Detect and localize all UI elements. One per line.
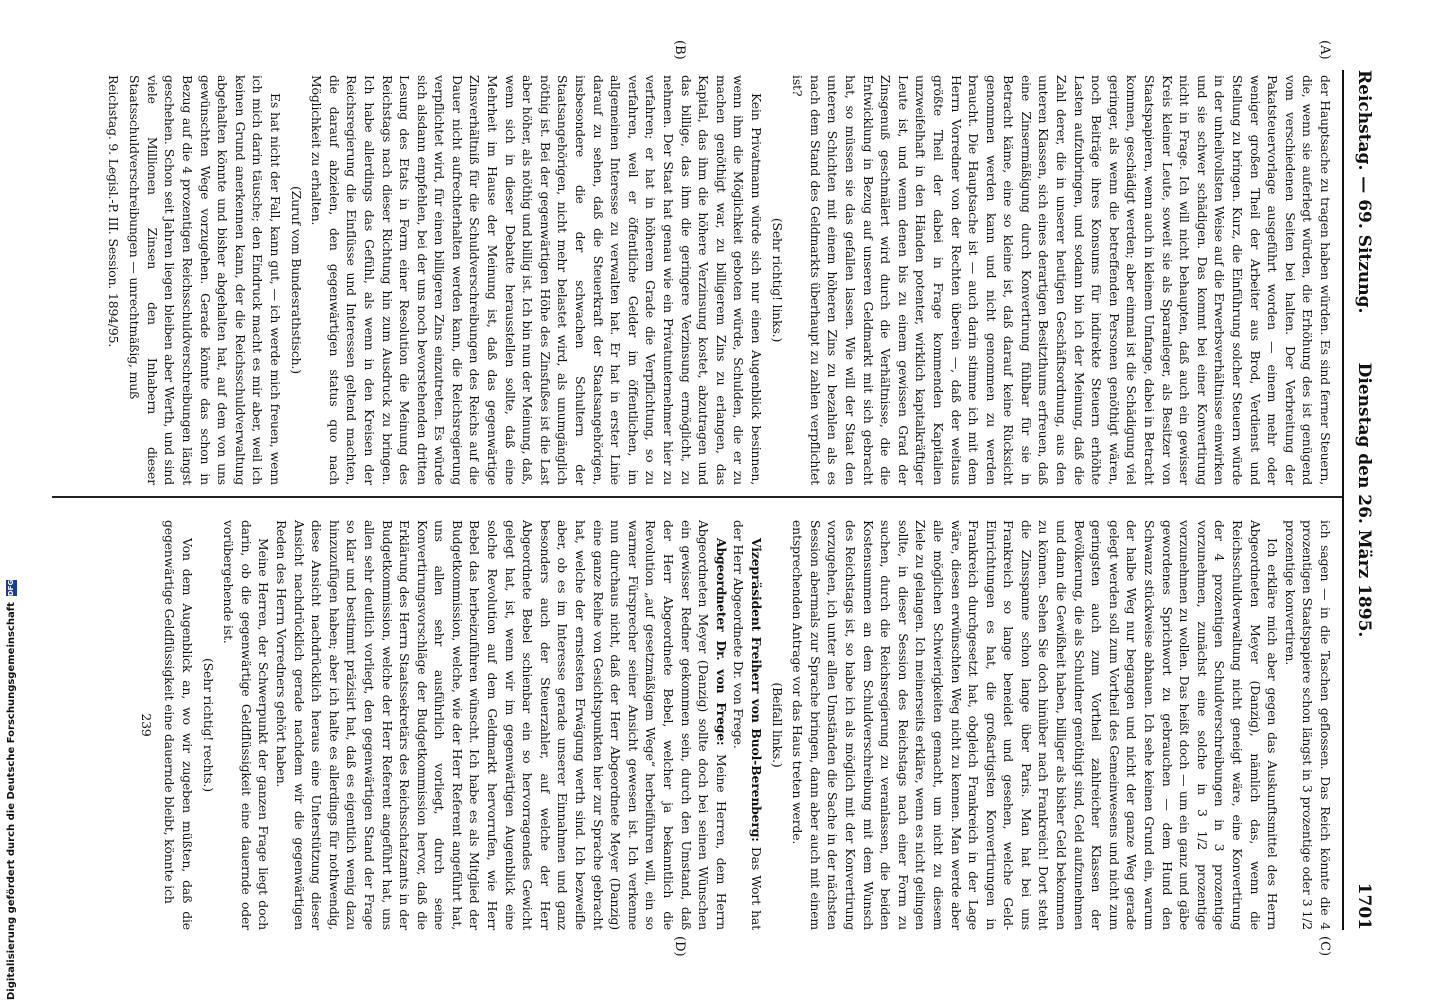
dfg-logo-icon: DFG <box>7 579 15 597</box>
speaker2-line <box>272 520 729 930</box>
left-column <box>104 75 1334 485</box>
left-paragraph-3: Es hat nicht der Fall, kann gut, — ich werde mich freuen, wenn ich mich darin täusche; den Eindruck macht es mir aber, weil ich keinen Grund anerkennen kann, der die Reichsschuldverwaltung abgehalten könnte und bisher abgehalten hat, auf dem von uns gewünschten Wege vorzugehen. Gerade könnte das schon in Bezug auf die 4 prozentigen Reichsschuldverschreibungen längst geschehen. Schon seit Jahren liegen bleiben aber Werth, und sind viele Millionen Zinsen den Inhabern dieser Staatsschuldverschreibungen — unrechtmäßig, muß <box>127 75 283 485</box>
header-left: Reichstag. — 69. Sitzung. <box>1354 70 1374 314</box>
speaker2-paragraph-2: Meine Herren, der Schwerpunkt der ganzen Frage liegt doch darin, ob die gegenwärtige Geldflüssigkeit eine dauernde oder vorübergehende ist. <box>221 520 272 930</box>
page-header <box>1348 70 1374 930</box>
left-footer: Reichstag. 9. Legisl.-P. III. Session. 1894/95. <box>105 75 121 348</box>
margin-marker-b: (B) <box>672 40 687 60</box>
header-rule <box>1342 70 1344 930</box>
president-line <box>730 520 765 930</box>
speaker2-text: Meine Herren, dem Herrn Abgeordneten Meyer (Danzig) sollte doch bei seinen Wünschen ein gewisser Redner gekommen sein, durch den Umstand, daß der Herr Abgeordnete Bebel, welcher ja bekanntlich die Revolution „auf gesetzmäßigem Wege“ herbeiführen will, ein so warmer Fürsprecher seiner Ansicht gewesen ist. Ich verkenne nun durchaus nicht, daß der Herr Abgeordnete Meyer (Danzig) eine ganze Reihe von Gesichtspunkten hier zur Sprache gebracht hat, welche der ernstesten Erwägung werth sind. Ich bezweifle aber, ob es im Interesse gerade unserer Einnahmen und ganz besonders auch der Steuerzahler, auf welche der Herr Abgeordnete Bebel schienbar ein so hervorragendes Gewicht gelegt hat, ist, wenn wir im gegenwärtigen Augenblick eine solche Revolution auf dem Geldmarkt hervorrufen, wie Herr Bebel das herbeizuführen wünscht. Ich habe es als Mitglied der Budgetkommission, welche, wie der Herr Referent angeführt hat, uns allen sehr ausführlich vorliegt, durch seine Konvertirungsvorschläge der Budgetkommission hervor, daß die Erklärung des Herrn Staatssekretärs des Reichsschatzamts in der Budgetkommission, welche der Herr Referent angeführt hat, uns allen sehr deutlich vorliegt, den gegenwärtigen Stand der Frage so klar und bestimmt präzisirt hat, daß es eigentlich wenig dazu hinzuzufügen haben; aber ich halte es allerdings für nothwendig, diese Ansicht nachdrücklich heraus eine Unterstützung dieser Ansicht nachdrücklich gerade nachdem wir die gegenwärtigen Reden des Herrn Vorredners gehört haben. <box>273 520 729 930</box>
margin-marker-d: (D) <box>672 936 687 957</box>
speaker2-paragraph-3: Von dem Augenblick an, wo wir zugeben müßten, daß die gegenwärtige Geldflüssigkeit eine dauernde bleibt, könnte ich <box>162 520 195 930</box>
president-text: Das Wort hat der Herr Abgeordnete Dr. von Frege. <box>731 520 764 930</box>
header-page-number: 1701 <box>1354 882 1374 930</box>
column-divider <box>52 496 1342 498</box>
margin-marker-a: (A) <box>1317 40 1332 60</box>
header-center: Dienstag den 26. März 1895. <box>1354 362 1374 638</box>
left-interjection: (Zuruf vom Bundesrathstisch.) <box>288 186 304 374</box>
left-laughter: (Sehr richtig! links.) <box>769 217 785 343</box>
margin-marker-c: (C) <box>1317 936 1332 957</box>
right-laughter: (Sehr richtig! rechts.) <box>200 658 216 792</box>
right-paragraph-1: ich sagen — in die Taschen geflossen. Das Reich könnte die 4 prozentigen Staatspapiere schon längst in 3 prozentige oder 3 1/2 prozentige konvertiren. <box>1282 520 1333 930</box>
left-paragraph-2: Kein Privatmann würde sich nur einen Augenblick besinnen, wenn ihm die Möglichkeit geboten würde, Schulden, die er zu machen genöthigt war, zu billigerem Zins zu erlangen, das Kapital, das ihm die höhere Verzinsung kostet, abzutragen und das billige, das ihm die geringere Verzinsung ermöglicht, zu nehmen. Der Staat hat genau wie ein Privatunternehmer hier zu verfahren; er hat in höherem Grade die Verpflichtung, so zu verfahren, weil er öffentliche Gelder im öffentlichen, im allgemeinen Interesse zu verwalten hat. Er hat in erster Linie darauf zu sehen, daß die Steuerkraft der Staatsangehörigen, insbesondere die der schwachen Schultern der Staatsangehörigen, nicht mehr belastet wird, als unumgänglich nöthig ist. Bei der gegenwärtigen Höhe des Zinsfußes ist die Last aber höher, als nöthig und billig ist. Ich bin nun der Meinung, daß, wenn sich in dieser Debatte herausstellen sollte, daß eine Mehrheit im Hause der Meinung ist, daß das gegenwärtige Zinsverhältniß für die Schuldverschreibungen des Reichs auf die Dauer nicht aufrechterhalten werden kann, die Reichsregierung verpflichtet wird, für einen billigeren Zins einzutreten. Es würde sich alsdann empfehlen, bei der uns noch bevorstehenden dritten Lesung des Etats in Form einer Resolution die Meinung des Reichstags nach dieser Richtung hin zum Ausdruck zu bringen. Ich habe allerdings das Gefühl, als wenn in den Kreisen der Reichsregierung die Einflüsse und Interessen geltend machten, die darauf abzielen, den gegenwärtigen status quo nach Möglichkeit zu erhalten. <box>309 75 764 485</box>
president-speaker: Vizepräsident Freiherr von Buol-Berenberg: <box>749 538 764 842</box>
right-paragraph-2: Ich erkläre mich aber gegen das Auskunftsmittel des Herrn Abgeordneten Meyer (Danzig), nämlich das, wenn die Reichsschuldverwaltung nicht geneigt wäre, eine Konvertirung der 4 prozentigen Schuldverschreibungen in 3 prozentige vorzunehmen, zunächst eine solche in 3 1/2 prozentige vorzunehmen zu wollen. Das heißt doch — um ein ganz und gäbe gewordenes Sprichwort zu gebrauchen — dem Hund den Schwanz stückweise abhauen. Ich sehe keinen Grund ein, warum der halbe Weg nur begangen und nicht der ganze Weg gerade gelegt werden soll zum Vortheil des Gemeinwesens und nicht zum geringsten auch zum Vortheil zahlreicher Klassen der Bevölkerung, die als Schuldner genöthigt sind, Geld aufzunehmen und dann die Gewißheit haben, billiger als bisher Geld bekommen zu können. Sehen Sie doch hinüber nach Frankreich! Dort steht die Zinsspanne schon lange über Paris. Man hat bei uns Frankreich so lange beneidet und gesehen, welche Geld-Einrichtungen es hat, die großartigsten Konvertirungen in Frankreich durchgesetzt hat, obgleich Frankreich in der Lage wäre, diesen erwünschten Weg nicht zu kennen. Man werde aber alle möglichen Schwierigkeiten gemacht, um nicht zu diesem Ziele zu gelangen. Ich meinerseits erkläre, wenn es nicht gelingen sollte, in dieser Session des Reichstags nach einer Form zu suchen, durch die Reichsregierung zu veranlassen, die beiden Kostensummen an dem Schuldverschreibung mit dem Wunsch des Reichstags ist, so habe ich als möglich mit der Konvertirung vorzugehen, ich unter allen Umständen die Sache in der nächsten Session abermals zur Sprache bringen, dann aber auch mit einem entsprechenden Antrage vor das Haus treten werde. <box>790 520 1281 930</box>
right-applause: (Beifall links.) <box>769 682 785 768</box>
digitization-label: Digitalisierung gefördert durch die Deutsche Forschungsgemeinschaft <box>6 602 17 1000</box>
page-footer-number: 239 <box>138 713 154 737</box>
digitization-note <box>6 580 17 1000</box>
speaker2-name: Abgeordneter Dr. von Frege: <box>713 538 729 746</box>
left-paragraph-1: der Hauptsache zu tragen haben würden. Es sind ferner Steuern, die, wenn sie auferlegt würden, die Erhöhung des ist genügend vom verschiedenen Seiten bei halten. Der Verbreitung der Pakatsteuervorlage ausgeführt worden — einem mehr oder weniger großen Theil der Arbeiter aus Brod, Verdienst und Stellung zu bringen. Kurz, die Einführung solcher Steuern würde in der unheilvollsten Weise auf die Erwerbsverhältnisse einwirken und sie schwer schädigen. Das kommt bei einer Konvertirung nicht in Frage. Ich will nicht behaupten, daß auch ein gewisser Kreis kleiner Leute, soweit sie als Sparanleger, als Besitzer von Staatspapieren, wenn auch in kleinem Umfange, dabei in Betracht kommen, geschädigt werden; aber einmal ist die Schädigung viel geringer, als wenn die betreffenden Personen genöthigt wären, noch Beiträge ihres Konsums für indirekte Steuern erhöhte Lasten aufzubringen, und sodann bin ich der Meinung, daß die Zahl derer, die in unserer heutigen Geschäftsordnung, aus den unteren Klassen, sich eines derartigen Besitzthums erfreuen, daß eine Zinsermäßigung durch Konvertirung fühlbar für sie in Betracht käme, eine so kleine ist, daß darauf keine Rücksicht genommen werden kann und nicht genommen zu werden braucht. Die Hauptsache ist — auch darin stimme ich mit dem Herrn Vorredner von der Rechten überein —, daß der weitaus größte Theil der dabei in Frage kommenden Kapitalien unzweifelhaft in den Händen potenter, wirklich kapitalkräftiger Leute ist, und wenn denen bis zu einem gewissen Grad der Zinsgenuß geschmälert wird durch die Verhältnisse, die die Entwicklung in Bezug auf unseren Geldmarkt mit sich gebracht hat, so müssen sie das gefallen lassen. Wie will der Staat den unteren Schichten mit einem höheren Zins zu bezahlen als es nach dem Stand des Geldmarkts überhaupt zu zahlen verpflichtet ist? <box>790 75 1333 485</box>
right-column <box>134 520 1334 930</box>
